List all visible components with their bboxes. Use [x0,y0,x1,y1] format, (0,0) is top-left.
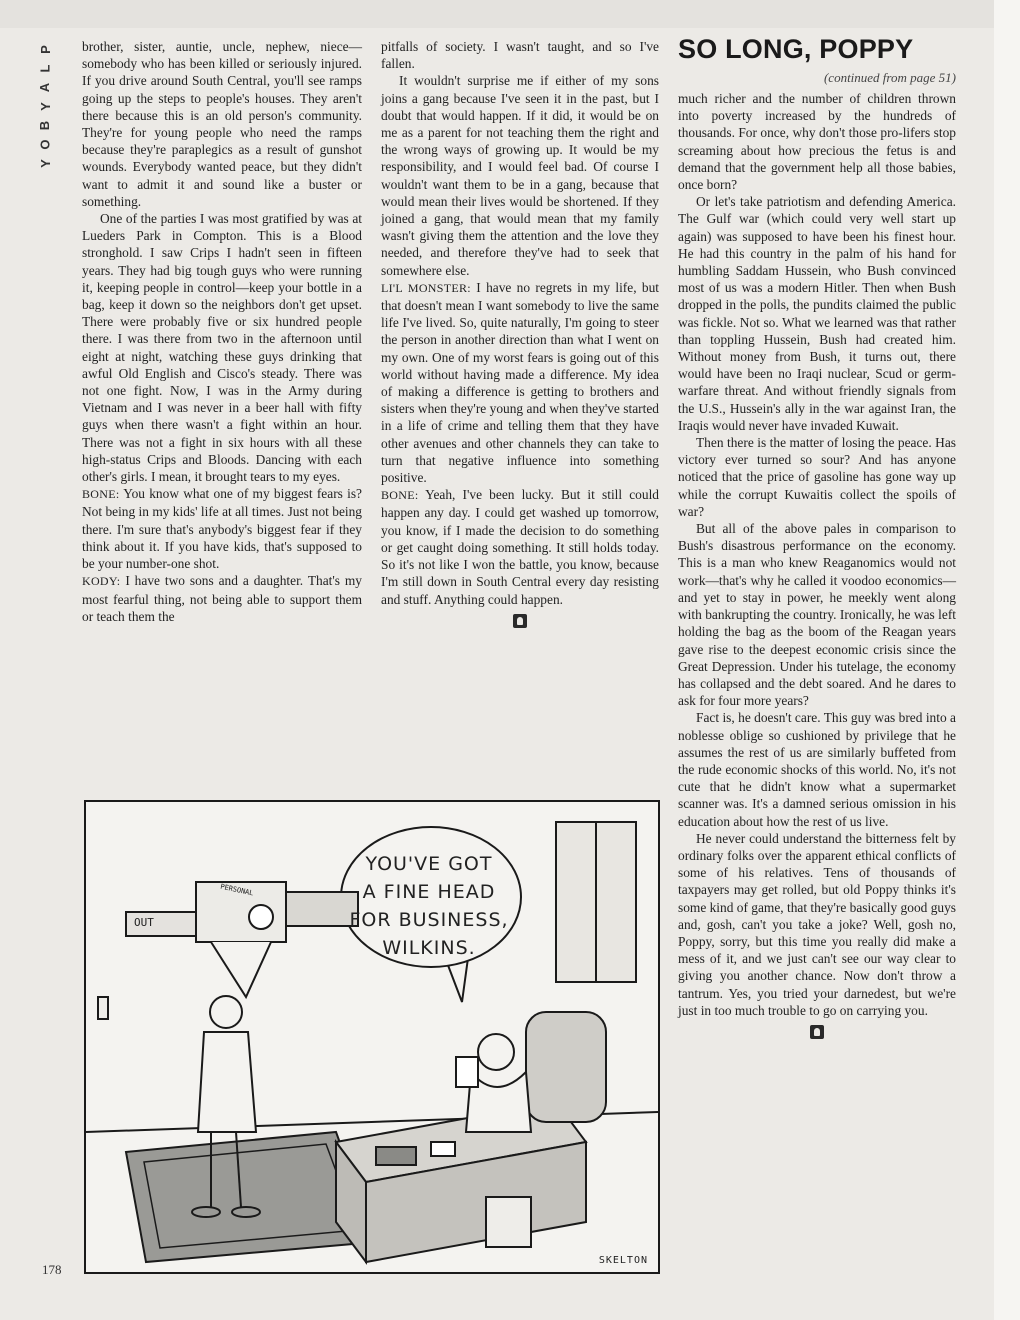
bubble-line: YOU'VE GOT [365,853,493,875]
speaker-label: BONE: [82,487,120,502]
paragraph-text: You know what one of my biggest fears is? Not being in my kids' life at all times. Just not being there. I'm sure that's anybody's biggest fear if they think about it. If you have kids, that's supposed to be your number-one shot. [82,486,362,572]
speaker-label: LI'L MONSTER: [381,280,471,295]
page-number: 178 [42,1262,62,1277]
running-head-letter: A [37,82,53,93]
paragraph [381,72,659,278]
paragraph-text: pitfalls of society. I wasn't taught, and so I've fallen. [381,39,659,72]
paragraph [82,38,362,210]
paragraph-text: brother, sister, auntie, uncle, nephew, niece—somebody who has been killed or seriously injured. If you drive around South Central, you'll see ramps going up the steps to people's houses. They aren't there because this is an old person's community. They're for young people who need the ramps because they're paraplegics as a result of gunshot wounds. Everybody wanted peace, but they didn't want to admit it and sound like a buster or something. [82,39,362,209]
end-mark-icon [810,1025,824,1039]
paragraph-text: It wouldn't surprise me if either of my sons joins a gang because I've seen it in the past, but I doubt that would happen. If it did, it would be on me as a parent for not teaching them the right and the wrong ways of growing up. It would be my responsibility, and I would feel bad. Of course I wouldn't want them to be in a gang, because that would mean their lives would be shortened. If they joined a gang, that would mean that my family wasn't giving them the attention and the love they needed, and therefore they've had to seek that somewhere else. [381,73,659,278]
paragraph [678,90,956,193]
article-column-1 [82,38,362,625]
paragraph-text: Then there is the matter of losing the peace. Has victory ever turned so sour? And has anyone noticed that the price of gasoline has gone way up while the corrupt Kuwaitis collect the spoils of war? [678,435,956,519]
paragraph-text: I have two sons and a daughter. That's my most fearful thing, not being able to support them or teach them the [82,573,362,624]
paragraph [678,434,956,520]
running-head-letter: B [37,120,53,131]
paragraph [381,38,659,72]
continued-from-line: (continued from page 51) [823,70,956,85]
paragraph [82,485,362,572]
paragraph-text: Fact is, he doesn't care. This guy was bred into a noblesse oblige so cushioned by privilege that he assumes the rest of us are similarly buffeted from the rude economic shocks of this world. No, it's not cute that he didn't know what a supermarket scanner was. It's a damned serious omission in his education about how the rest of us live. [678,710,956,829]
paragraph [381,279,659,486]
paragraph [678,193,956,434]
bubble-line: WILKINS. [382,937,476,959]
paragraph-text: Yeah, I've been lucky. But it still could happen any day. I could get washed up tomorrow, you know, if I made the decision to do something or get caught doing something. It still holds today. So it's not like I won the battle, you know, because I'm still down in South Central every day resisting and stuff. Anything could happen. [381,487,659,607]
running-head-letter: Y [37,159,53,168]
speech-bubble-text [339,850,519,962]
paragraph-text: much richer and the number of children thrown into poverty increased by the hundreds of thousands. For once, why don't those pro-lifers stop screaming about how precious the fetus is and demand that the government help all those babies, once born? [678,91,956,193]
paragraph [82,572,362,625]
article-column-2 [381,38,659,628]
end-mark-icon [513,614,527,628]
page-top-edge [0,0,1020,28]
paragraph-text: He never could understand the bitterness felt by ordinary folks over the apparent ethical conflicts of some of his relatives. Tens of thousands of taxpayers may get rolled, but old Poppy thinks it's some kind of game, that they're basically good guys and, gosh, can't you take a joke? Well, gosh no, Poppy, sorry, but this time you really did make a mess of it, and we just can't see our way clear to giving you another chance. Now don't throw a tantrum. Yes, you tried your darnedest, but we're just in too much trouble to go on carrying you. [678,830,956,1018]
out-tray-label: OUT [134,916,154,929]
paragraph-text: Or let's take patriotism and defending America. The Gulf war (which could very well start up again) was supposed to have been his finest hour. He had this country in the palm of his hand for humbling Saddam Hussein, who Bush convinced most of us was a modern Hitler. Then when Bush dropped in the polls, the pundits claimed the public was fickle. Not so. What we learned was that rather than toppling Hussein, Bush had created him. Without money from Bush, it turns out, there would have been no Iraqi nuclear, Scud or germ-warfare threat. And without friendly signals from the U.S., Hussein's ally in the war against Iran, the Iraqis would never have invaded Kuwait. [678,194,956,433]
bubble-line: A FINE HEAD [362,881,496,903]
paragraph-text: But all of the above pales in comparison to Bush's disastrous performance on the economy. This is a man who knew Reaganomics would not work—that's why he called it voodoo economics—and yet to stay in power, he meekly went along with bankrupting the country. Ironically, he was left holding the bag as the boom of the Reagan years gave rise to the deepest economic crisis since the Great Depression. Under his tutelage, the economy has collapsed and the debt soared. And he dares to ask for four more years? [678,521,956,709]
running-head-letter: Y [37,102,53,111]
paragraph [381,486,659,607]
speaker-label: KODY: [82,574,121,589]
article-column-3 [678,90,956,1039]
cartoonist-signature: SKELTON [598,1255,648,1266]
paragraph-text: One of the parties I was most gratified by was at Lueders Park in Compton. This is a Blood stronghold. I saw Crips I hadn't seen in fifteen years. They had big tough guys who were running it, keeping people in control—keep your bottle in a bag, keep it down so the neighbors don't get upset. There were probably five or six hundred people there. I was there from two in the afternoon until eight at night, watching these guys drinking that awful Old English and Cisco's steady. There was not one fight. Now, I was in the Army during Vietnam and I was never in a beer hall with fifty guys when there wasn't a fight within an hour. There was not a fight in six hours with all these high-status Crips and Bloods. Dancing with each other's girls. I mean, it brought tears to my eyes. [82,211,362,485]
paragraph [678,830,956,1019]
paragraph-text: I have no regrets in my life, but that doesn't mean I want somebody to live the same life I've lived. So, quite naturally, I'm going to steer the person in another direction than what I went on my own. One of my worst fears is going out of this world without having made a difference. My idea of making a difference is getting to brothers and sisters when they're young and when they've started in a life of crime and telling them that they have other avenues and other channels they can take to turn that negative influence into something positive. [381,279,659,486]
running-head-letter: L [37,64,53,73]
paragraph [678,709,956,829]
speaker-label: BONE: [381,488,419,503]
bubble-line: FOR BUSINESS, [349,909,509,931]
personal-tray-label: PERSONAL [219,882,255,898]
paragraph [678,520,956,709]
running-head-letter: O [37,139,53,150]
running-head [34,40,56,173]
paragraph [82,210,362,485]
running-head-letter: P [37,45,53,54]
headline: SO LONG, POPPY [678,34,914,64]
page-right-edge [994,0,1020,1320]
cartoon-panel [84,800,660,1274]
